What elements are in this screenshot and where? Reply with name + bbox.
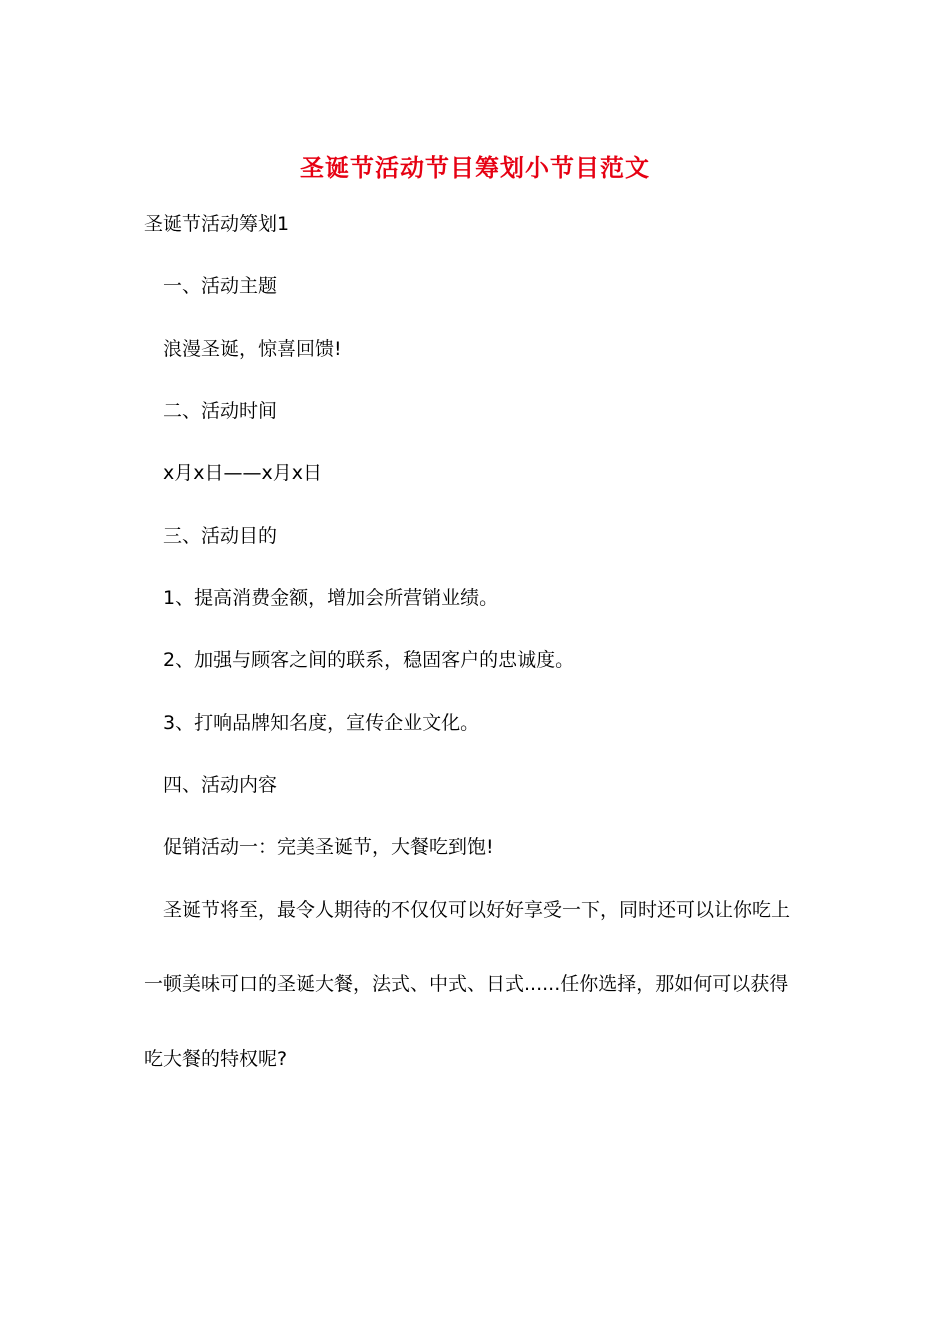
body-paragraph-line-2: 一顿美味可口的圣诞大餐，法式、中式、日式......任你选择，那如何可以获得 <box>144 973 789 995</box>
purpose-item-2: 2、加强与顾客之间的联系，稳固客户的忠诚度。 <box>163 649 575 671</box>
heading-activity-purpose: 三、活动目的 <box>163 525 278 547</box>
document-title: 圣诞节活动节目筹划小节目范文 <box>300 153 650 182</box>
heading-activity-content: 四、活动内容 <box>163 774 278 796</box>
theme-text: 浪漫圣诞，惊喜回馈! <box>163 338 342 360</box>
purpose-item-1: 1、提高消费金额，增加会所营销业绩。 <box>163 587 499 609</box>
body-paragraph-line-3: 吃大餐的特权呢? <box>144 1048 288 1070</box>
heading-activity-time: 二、活动时间 <box>163 400 278 422</box>
promotion-heading: 促销活动一：完美圣诞节，大餐吃到饱! <box>163 836 494 858</box>
heading-activity-theme: 一、活动主题 <box>163 275 278 297</box>
section-heading-plan: 圣诞节活动筹划1 <box>144 213 290 235</box>
time-text: x月x日——x月x日 <box>163 462 322 484</box>
purpose-item-3: 3、打响品牌知名度，宣传企业文化。 <box>163 712 480 734</box>
body-paragraph-line-1: 圣诞节将至，最令人期待的不仅仅可以好好享受一下，同时还可以让你吃上 <box>163 899 791 921</box>
